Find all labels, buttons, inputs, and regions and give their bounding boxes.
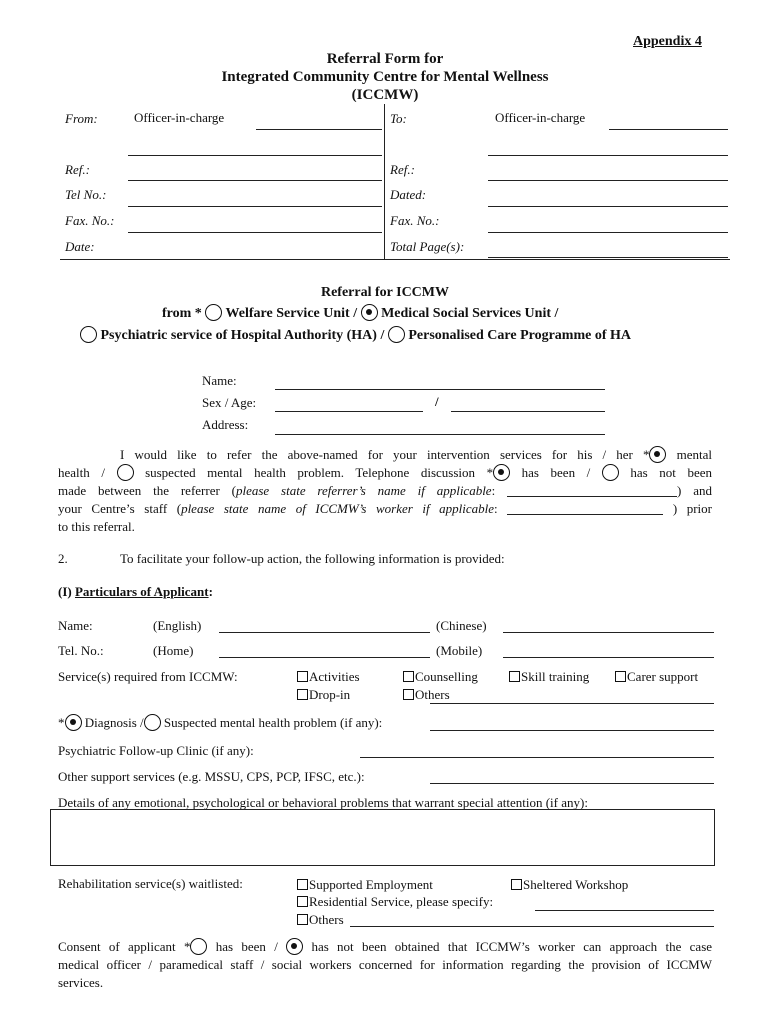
- ref-right-line[interactable]: [488, 180, 728, 181]
- checkbox-drop-in[interactable]: [297, 689, 308, 700]
- referral-second-line: [80, 326, 631, 344]
- date-label: Date:: [65, 239, 95, 254]
- ref-right-label: Ref.:: [390, 162, 415, 177]
- radio-consent-has-been[interactable]: [190, 938, 207, 955]
- checkbox-carer-support[interactable]: [615, 671, 626, 682]
- consent-text4: medical officer / paramedical staff / social workers concerned for information regarding the provision of ICCMW: [58, 957, 712, 972]
- suspected-label: Suspected mental health problem (if any):: [163, 715, 383, 730]
- mobile-tel-line[interactable]: [503, 657, 714, 658]
- title-line3: (ICCMW): [351, 87, 419, 103]
- others-service-line[interactable]: [430, 703, 714, 704]
- to-line-2[interactable]: [488, 155, 728, 156]
- header-bottom-rule: [60, 259, 730, 260]
- from-line-2[interactable]: [128, 155, 382, 156]
- rehab-others-label: Others: [309, 912, 344, 927]
- to-line-1[interactable]: [609, 129, 728, 130]
- other-support-label: Other support services (e.g. MSSU, CPS, PCP, IFSC, etc.):: [58, 769, 365, 784]
- rehab-residential-label: Residential Service, please specify:: [309, 894, 494, 909]
- para1-text8: please state referrer’s name if applicable: [235, 483, 492, 498]
- radio-personalised-care[interactable]: [388, 326, 405, 343]
- sexage-label: Sex / Age:: [202, 395, 257, 410]
- english-label: (English): [153, 618, 202, 633]
- rehab-sheltered-label: Sheltered Workshop: [523, 877, 629, 892]
- service-activities-label: Activities: [309, 669, 360, 684]
- service-carer-label: Carer support: [627, 669, 699, 684]
- referral-opt-personalised: Personalised Care Programme of HA: [408, 328, 631, 343]
- consent-paragraph: [58, 938, 712, 992]
- service-drop-in[interactable]: [297, 687, 350, 703]
- radio-diagnosis[interactable]: [65, 714, 82, 731]
- chinese-name-line[interactable]: [503, 632, 714, 633]
- checkbox-activities[interactable]: [297, 671, 308, 682]
- sex-line[interactable]: [275, 411, 423, 412]
- para1-text12: please state name of ICCMW’s worker if applicable: [181, 501, 495, 516]
- referral-opt-medical: Medical Social Services Unit /: [381, 306, 559, 321]
- address-line[interactable]: [275, 434, 605, 435]
- para1-text2: mental: [676, 447, 713, 462]
- name-line[interactable]: [275, 389, 605, 390]
- home-label: (Home): [153, 643, 194, 658]
- psy-clinic-line[interactable]: [360, 757, 714, 758]
- service-others-label: Others: [415, 687, 450, 702]
- tel-line[interactable]: [128, 206, 382, 207]
- para1-text6: has not been: [630, 465, 712, 480]
- para1-text13: :: [494, 501, 498, 516]
- particulars-title: Particulars of Applicant: [74, 584, 209, 599]
- sexage-slash: /: [435, 394, 439, 409]
- consent-text5: services.: [58, 975, 104, 990]
- checkbox-skill-training[interactable]: [509, 671, 520, 682]
- para1-text1: I would like to refer the above-named for your intervention services for his / her *: [120, 447, 650, 462]
- other-support-line[interactable]: [430, 783, 714, 784]
- service-others[interactable]: [403, 687, 450, 703]
- mobile-label: (Mobile): [436, 643, 483, 658]
- service-counselling[interactable]: [403, 669, 478, 685]
- rehab-others[interactable]: [297, 912, 344, 928]
- service-skill-training[interactable]: [509, 669, 589, 685]
- checkbox-rehab-others[interactable]: [297, 914, 308, 925]
- fax-right-line[interactable]: [488, 232, 728, 233]
- rehab-supported-label: Supported Employment: [309, 877, 433, 892]
- service-activities[interactable]: [297, 669, 360, 685]
- details-textbox[interactable]: [50, 809, 715, 866]
- radio-discussion-has-been[interactable]: [493, 464, 510, 481]
- age-line[interactable]: [451, 411, 605, 412]
- psy-clinic-label: Psychiatric Follow-up Clinic (if any):: [58, 743, 254, 758]
- radio-psychiatric-ha[interactable]: [80, 326, 97, 343]
- consent-text1: Consent of applicant *: [58, 939, 191, 954]
- title-line2: Integrated Community Centre for Mental Wellness: [221, 69, 549, 85]
- diagnosis-line[interactable]: [430, 730, 714, 731]
- radio-discussion-has-not-been[interactable]: [602, 464, 619, 481]
- rehab-others-line[interactable]: [350, 926, 714, 927]
- diagnosis-row: [58, 714, 382, 731]
- from-line-1[interactable]: [256, 129, 382, 130]
- details-label: Details of any emotional, psychological or behavioral problems that warrant special attention (if any):: [58, 795, 588, 810]
- consent-text2: has been /: [215, 939, 278, 954]
- radio-medical-social[interactable]: [361, 304, 378, 321]
- service-skill-label: Skill training: [521, 669, 590, 684]
- service-counselling-label: Counselling: [415, 669, 478, 684]
- para1-text3: health /: [58, 465, 105, 480]
- ref-left-label: Ref.:: [65, 162, 90, 177]
- particulars-colon: :: [208, 584, 213, 599]
- para1-text11: your Centre’s staff (: [58, 501, 182, 516]
- referral-from-line: [162, 304, 558, 322]
- header-divider: [384, 104, 385, 260]
- tel-label: Tel No.:: [65, 187, 107, 202]
- worker-name-line[interactable]: [507, 502, 663, 515]
- rehab-sheltered-workshop[interactable]: [511, 877, 628, 893]
- referral-heading: Referral for ICCMW: [320, 285, 450, 300]
- chinese-label: (Chinese): [436, 618, 487, 633]
- tel-no-label: Tel. No.:: [58, 643, 104, 658]
- section2-number: 2.: [58, 551, 68, 566]
- service-dropin-label: Drop-in: [309, 687, 351, 702]
- fax-left-label: Fax. No.:: [65, 213, 115, 228]
- rehab-supported-employment[interactable]: [297, 877, 433, 893]
- to-value: Officer-in-charge: [495, 110, 586, 125]
- radio-consent-has-not-been[interactable]: [286, 938, 303, 955]
- particulars-heading: [58, 584, 213, 600]
- radio-suspected-problem[interactable]: [117, 464, 134, 481]
- referral-opt-psychiatric: Psychiatric service of Hospital Authority (HA) /: [100, 328, 385, 343]
- referral-opt-welfare: Welfare Service Unit /: [225, 306, 358, 321]
- para1-text5: has been /: [521, 465, 591, 480]
- diagnosis-star: *: [58, 715, 65, 730]
- residential-specify-line[interactable]: [535, 910, 714, 911]
- english-name-line[interactable]: [219, 632, 430, 633]
- para1-text9: :: [491, 483, 496, 498]
- checkbox-others[interactable]: [403, 689, 414, 700]
- rehab-label: Rehabilitation service(s) waitlisted:: [58, 876, 243, 891]
- consent-text3: has not been obtained that ICCMW’s worker can approach the case: [311, 939, 713, 954]
- from-value: Officer-in-charge: [134, 110, 225, 125]
- address-label: Address:: [202, 417, 249, 432]
- dated-label: Dated:: [390, 187, 427, 202]
- radio-suspected[interactable]: [144, 714, 161, 731]
- home-tel-line[interactable]: [219, 657, 430, 658]
- diagnosis-label: Diagnosis /: [84, 715, 144, 730]
- to-label: To:: [390, 111, 407, 126]
- para1-text15: to this referral.: [58, 519, 135, 534]
- para1-text10: ) and: [677, 483, 712, 498]
- particulars-prefix: (I): [58, 584, 75, 599]
- radio-mental-health[interactable]: [649, 446, 666, 463]
- pages-label: Total Page(s):: [390, 239, 465, 254]
- title-line1: Referral Form for: [326, 51, 444, 67]
- applicant-name-label: Name:: [58, 618, 93, 633]
- section2-text: To facilitate your follow-up action, the following information is provided:: [120, 551, 505, 566]
- fax-right-label: Fax. No.:: [390, 213, 440, 228]
- checkbox-counselling[interactable]: [403, 671, 414, 682]
- name-label: Name:: [202, 373, 237, 388]
- para1-text4: suspected mental health problem. Telephone discussion *: [145, 465, 494, 480]
- checkbox-residential[interactable]: [297, 896, 308, 907]
- from-label: From:: [65, 111, 98, 126]
- dated-line[interactable]: [488, 206, 728, 207]
- referral-from-prefix: from *: [162, 306, 202, 321]
- referral-paragraph: [58, 446, 712, 536]
- checkbox-sheltered-workshop[interactable]: [511, 879, 522, 890]
- service-carer-support[interactable]: [615, 669, 698, 685]
- services-label: Service(s) required from ICCMW:: [58, 669, 238, 684]
- para1-text7: made between the referrer (: [58, 483, 236, 498]
- ref-left-line[interactable]: [128, 180, 382, 181]
- appendix-label: Appendix 4: [633, 34, 702, 49]
- rehab-residential[interactable]: [297, 894, 493, 910]
- pages-line[interactable]: [488, 257, 728, 258]
- fax-left-line[interactable]: [128, 232, 382, 233]
- referrer-name-line[interactable]: [507, 484, 677, 497]
- checkbox-supported-employment[interactable]: [297, 879, 308, 890]
- para1-text14: ) prior: [672, 501, 712, 516]
- radio-welfare[interactable]: [205, 304, 222, 321]
